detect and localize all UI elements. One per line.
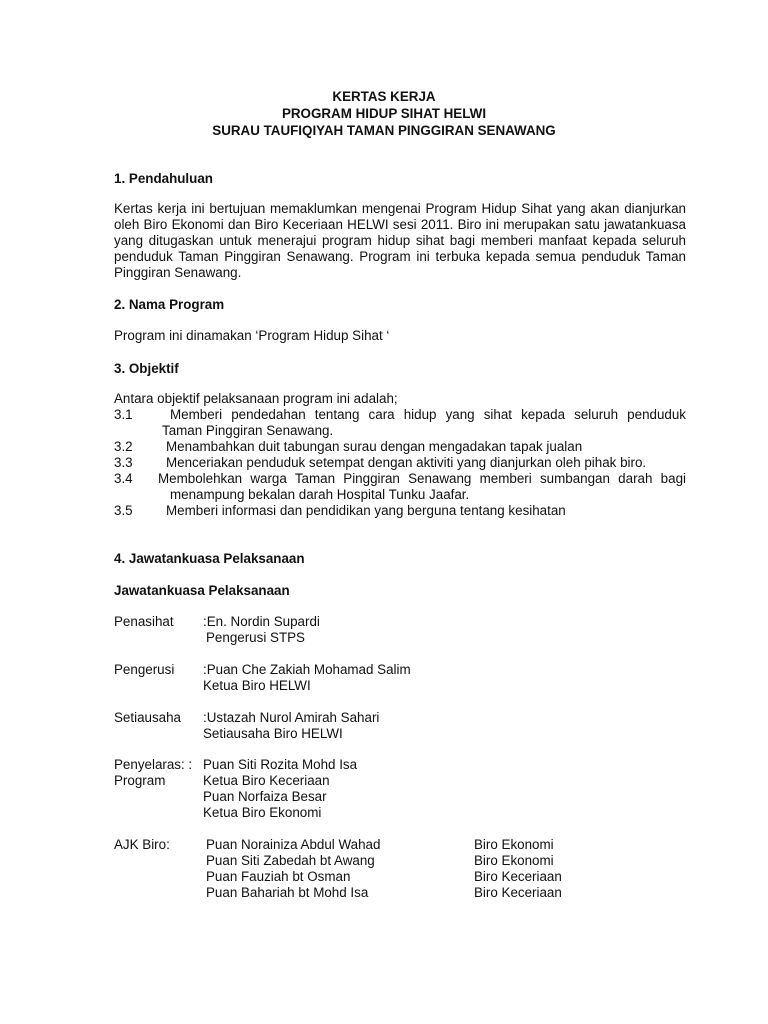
penyelaras-line: Ketua Biro Ekonomi — [203, 805, 322, 820]
paragraph-nama-program: Program ini dinamakan ‘Program Hidup Sihat ‘ — [114, 328, 390, 343]
objektif-text-continued: menampung bekalan darah Hospital Tunku Jaafar. — [170, 487, 470, 502]
title-line-1: KERTAS KERJA — [332, 89, 436, 104]
ajk-member-name: Puan Siti Zabedah bt Awang — [206, 853, 375, 868]
objektif-number: 3.1 — [114, 407, 133, 422]
ajk-member-name: Puan Norainiza Abdul Wahad — [206, 837, 381, 852]
section-heading-jawatankuasa: 4. Jawatankuasa Pelaksanaan — [114, 551, 305, 566]
objektif-text: Menambahkan duit tabungan surau dengan mengadakan tapak jualan — [166, 439, 583, 454]
objektif-text: Membolehkan warga Taman Pinggiran Senawang memberi sumbangan darah bagi — [158, 471, 686, 486]
committee-label-setiausaha: Setiausaha — [114, 710, 182, 725]
committee-name-setiausaha: :Ustazah Nurol Amirah Sahari — [203, 710, 380, 725]
penyelaras-line: Puan Norfaiza Besar — [203, 789, 327, 804]
objektif-text-continued: Taman Pinggiran Senawang. — [162, 423, 334, 438]
objektif-number: 3.5 — [114, 503, 133, 518]
document-title — [0, 88, 768, 139]
committee-name-penasihat: :En. Nordin Supardi — [203, 614, 320, 629]
objektif-text: Menceriakan penduduk setempat dengan aktiviti yang dianjurkan oleh pihak biro. — [166, 455, 647, 470]
committee-name-pengerusi: :Puan Che Zakiah Mohamad Salim — [203, 662, 411, 677]
committee-role-penasihat: Pengerusi STPS — [206, 630, 305, 645]
penyelaras-line: Ketua Biro Keceriaan — [203, 773, 330, 788]
ajk-member-biro: Biro Keceriaan — [474, 869, 562, 884]
objektif-number: 3.4 — [114, 471, 133, 486]
ajk-member-name: Puan Fauziah bt Osman — [206, 869, 351, 884]
title-line-3: SURAU TAUFIQIYAH TAMAN PINGGIRAN SENAWANG — [212, 123, 556, 138]
committee-label-ajk: AJK Biro: — [114, 837, 170, 852]
committee-label-penyelaras: Penyelaras: : — [114, 757, 193, 772]
objektif-text: Memberi informasi dan pendidikan yang berguna tentang kesihatan — [166, 503, 566, 518]
section-heading-objektif: 3. Objektif — [114, 361, 179, 376]
ajk-member-biro: Biro Ekonomi — [474, 853, 554, 868]
section-heading-nama-program: 2. Nama Program — [114, 297, 225, 312]
objektif-number: 3.2 — [114, 439, 133, 454]
subheading-jawatankuasa: Jawatankuasa Pelaksanaan — [114, 583, 290, 598]
ajk-member-biro: Biro Ekonomi — [474, 837, 554, 852]
committee-role-pengerusi: Ketua Biro HELWI — [203, 678, 311, 693]
committee-label-program: Program — [114, 773, 166, 788]
committee-role-setiausaha: Setiausaha Biro HELWI — [203, 726, 343, 741]
committee-label-pengerusi: Pengerusi — [114, 662, 175, 677]
ajk-member-name: Puan Bahariah bt Mohd Isa — [206, 885, 369, 900]
section-heading-pendahuluan: 1. Pendahuluan — [114, 171, 213, 186]
objektif-number: 3.3 — [114, 455, 133, 470]
ajk-member-biro: Biro Keceriaan — [474, 885, 562, 900]
title-line-2: PROGRAM HIDUP SIHAT HELWI — [281, 106, 487, 121]
committee-label-penasihat: Penasihat — [114, 614, 174, 629]
penyelaras-line: Puan Siti Rozita Mohd Isa — [203, 757, 358, 772]
objektif-intro: Antara objektif pelaksanaan program ini adalah; — [114, 391, 398, 406]
objektif-text: Memberi pendedahan tentang cara hidup yang sihat kepada seluruh penduduk — [170, 407, 686, 422]
paragraph-pendahuluan: Kertas kerja ini bertujuan memaklumkan mengenai Program Hidup Sihat yang akan dianjurkan oleh Biro Ekonomi dan Biro Keceriaan HELWI sesi 2011. Biro ini merupakan satu jawatankuasa yang ditugaskan untuk menerajui program hidup sihat bagi memberi manfaat kepada seluruh penduduk Taman Pinggiran Senawang. Program ini terbuka kepada semua penduduk Taman Pinggiran Senawang. — [114, 201, 686, 280]
